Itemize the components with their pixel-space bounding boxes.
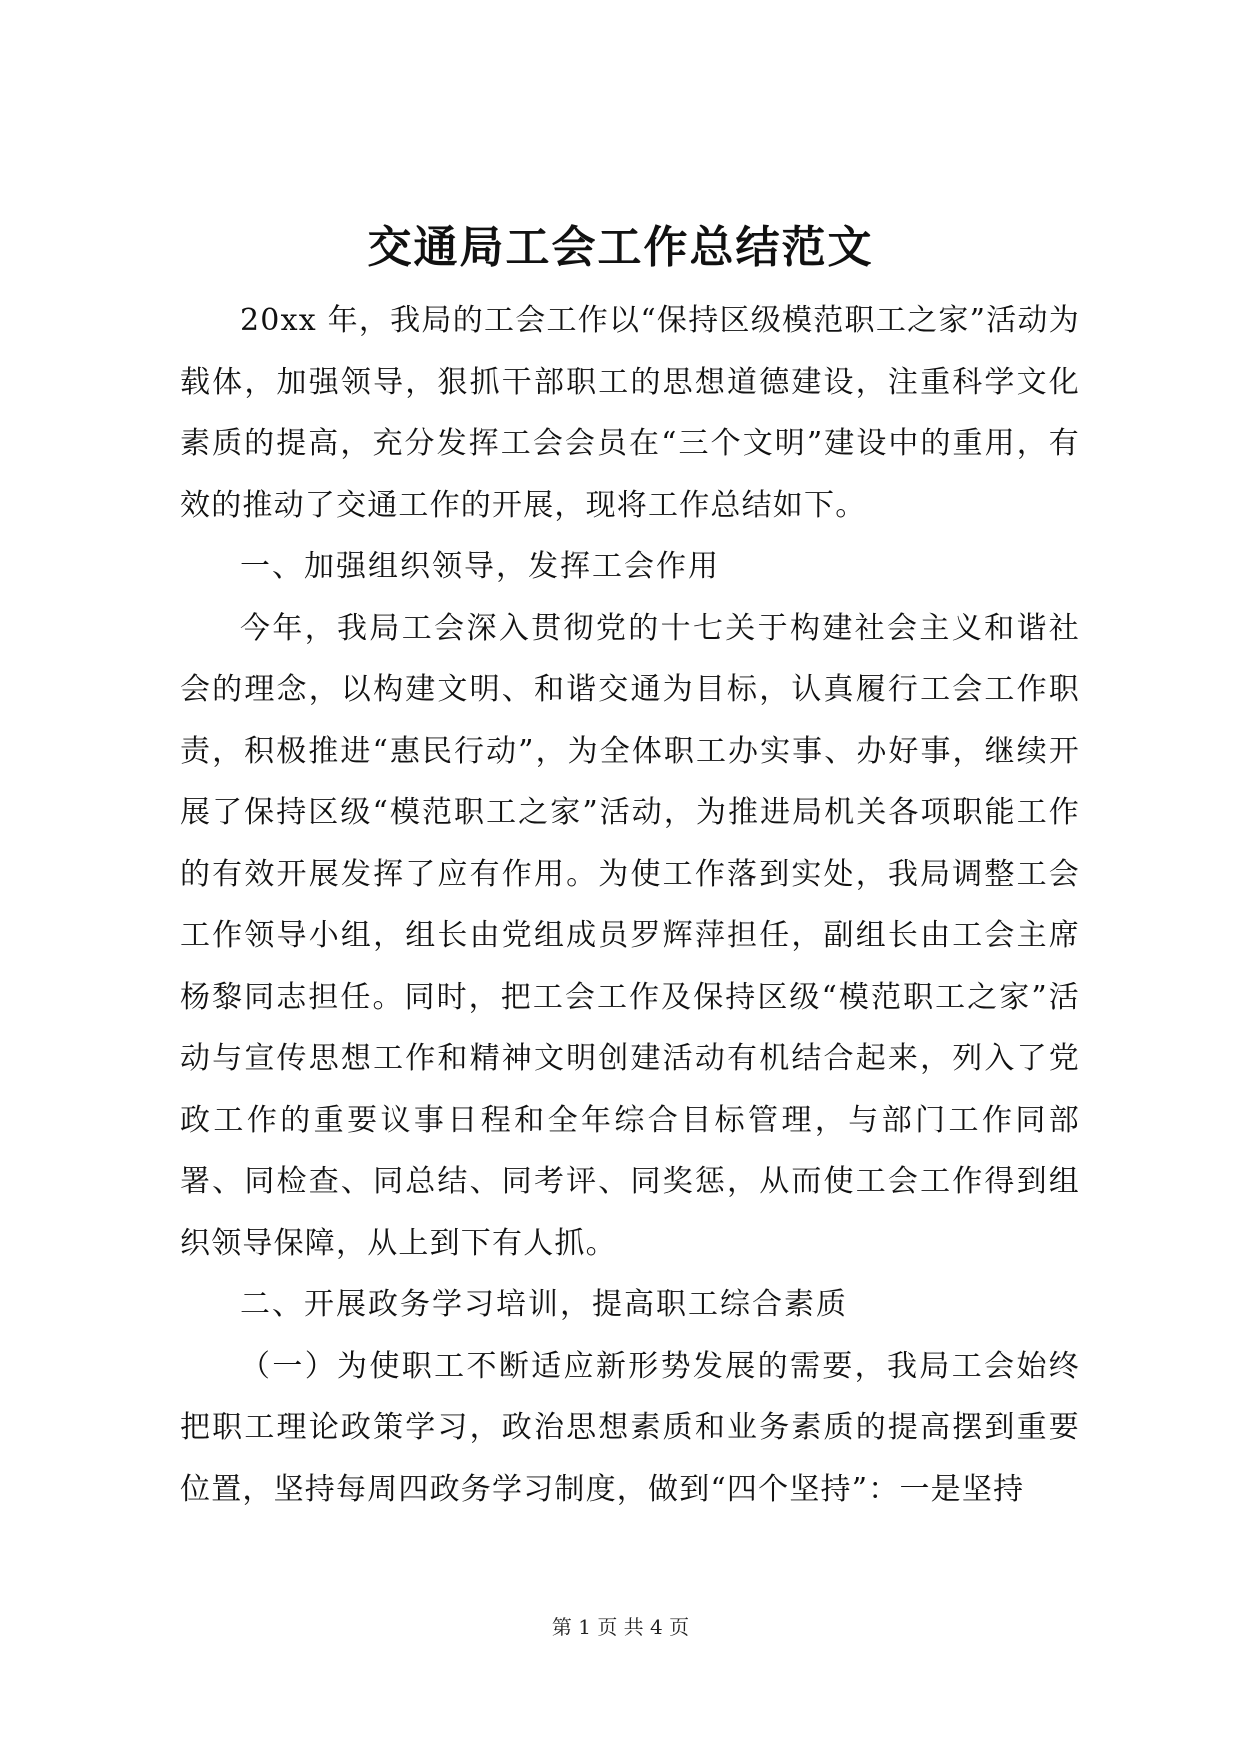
section-heading-2: 二、开展政务学习培训，提高职工综合素质	[240, 1287, 848, 1322]
section-1-paragraph: 今年，我局工会深入贯彻党的十七关于构建社会主义和谐社会的理念，以构建文明、和谐交通为目标，认真履行工会工作职责，积极推进“惠民行动”，为全体职工办实事、办好事，继续开展了保持区级“模范职工之家”活动，为推进局机关各项职能工作的有效开展发挥了应有作用。为使工作落到实处，我局调整工会工作领导小组，组长由党组成员罗辉萍担任，副组长由工会主席杨黎同志担任。同时，把工会工作及保持区级“模范职工之家”活动与宣传思想工作和精神文明创建活动有机结合起来，列入了党政工作的重要议事日程和全年综合目标管理，与部门工作同部署、同检查、同总结、同考评、同奖惩，从而使工会工作得到组织领导保障，从上到下有人抓。	[180, 610, 1080, 1261]
intro-paragraph: 20xx 年，我局的工会工作以“保持区级模范职工之家”活动为载体，加强领导，狠抓干部职工的思想道德建设，注重科学文化素质的提高，充分发挥工会会员在“三个文明”建设中的重用，有效的推动了交通工作的开展，现将工作总结如下。	[180, 303, 1080, 523]
page-number-footer: 第 1 页 共 4 页	[551, 1615, 690, 1639]
section-heading-1: 一、加强组织领导，发挥工会作用	[240, 549, 720, 584]
document-title: 交通局工会工作总结范文	[367, 222, 874, 273]
section-2-paragraph: （一）为使职工不断适应新形势发展的需要，我局工会始终把职工理论政策学习，政治思想素质和业务素质的提高摆到重要位置，坚持每周四政务学习制度，做到“四个坚持”：一是坚持	[180, 1348, 1080, 1507]
document-body	[180, 290, 1080, 1520]
